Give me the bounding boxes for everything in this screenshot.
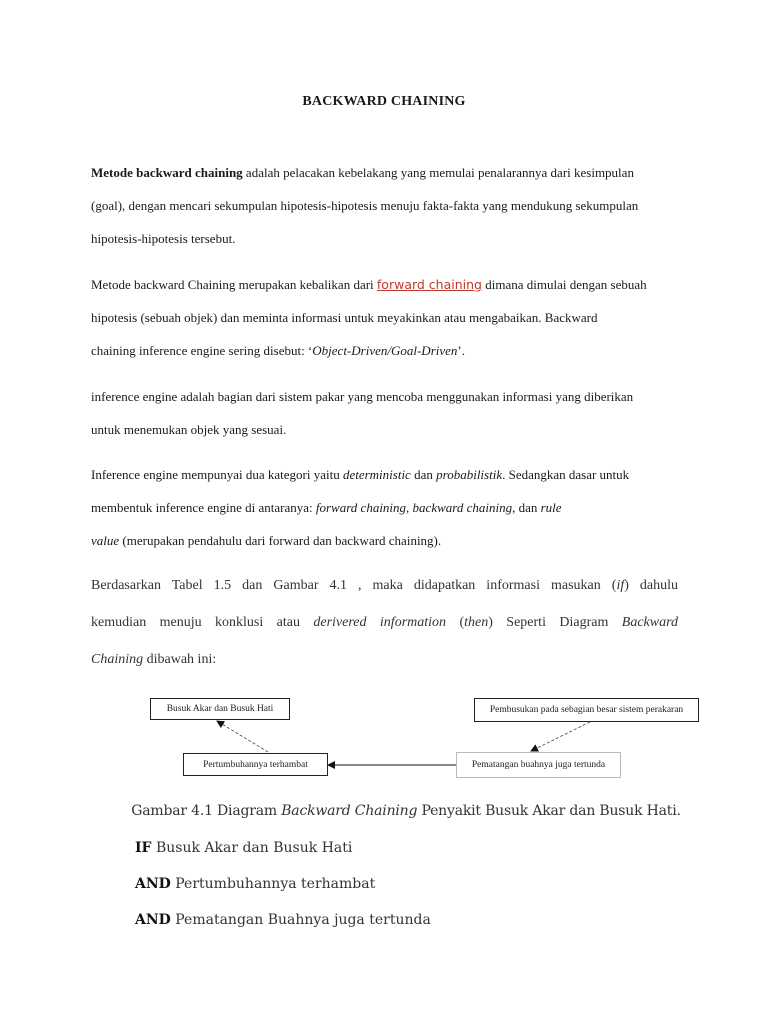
p4-forward-chaining: forward chaining xyxy=(315,500,407,515)
rule-keyword: IF xyxy=(135,840,152,856)
paragraph-3 xyxy=(91,380,681,446)
paragraph-4 xyxy=(91,458,681,557)
p5-line1b: ) dahulu xyxy=(624,578,679,593)
paragraph-1 xyxy=(91,156,681,255)
p4-deterministic: deterministic xyxy=(342,467,411,482)
p2-line1b: dimana dimulai dengan sebuah xyxy=(481,277,647,292)
figure-caption xyxy=(0,803,768,819)
diagram-box-pertumbuhan: Pertumbuhannya terhambat xyxy=(183,753,328,776)
rule-line xyxy=(135,912,431,928)
p2-line2: hipotesis (sebuah objek) dan meminta informasi untuk meyakinkan atau mengabaikan. Backward xyxy=(91,310,598,325)
arrow-box2-to-box4 xyxy=(531,722,590,751)
forward-chaining-link[interactable]: forward chaining xyxy=(376,277,482,292)
rule-line xyxy=(135,876,375,892)
paragraph-5 xyxy=(91,567,678,678)
arrow-box3-to-box1 xyxy=(217,721,268,752)
p4-line2c: , dan xyxy=(512,500,541,515)
paragraph-2 xyxy=(91,268,681,367)
caption-italic: Backward Chaining xyxy=(281,803,418,819)
rule-keyword: AND xyxy=(135,912,171,928)
p5-backward: Backward xyxy=(621,615,679,630)
p2-line3b: ’. xyxy=(457,343,465,358)
p2-line3a: chaining inference engine sering disebut: ‘ xyxy=(91,343,313,358)
p5-if: if xyxy=(616,578,625,593)
p2-line3-italic: Object-Driven/Goal-Driven xyxy=(312,343,458,358)
p1-line2: (goal), dengan mencari sekumpulan hipotesis-hipotesis menuju fakta-fakta yang mendukung sekumpulan xyxy=(91,198,639,213)
caption-suffix: Penyakit Busuk Akar dan Busuk Hati. xyxy=(417,803,681,819)
rule-text: Pertumbuhannya terhambat xyxy=(170,876,376,892)
rule-keyword: AND xyxy=(135,876,171,892)
p5-line2a: kemudian menuju konklusi atau xyxy=(91,615,314,630)
p4-line3b: (merupakan pendahulu dari forward dan backward chaining). xyxy=(119,533,442,548)
p4-line2a: membentuk inference engine di antaranya: xyxy=(91,500,316,515)
p1-lead: Metode backward chaining xyxy=(91,165,243,180)
p4-backward-chaining: backward chaining xyxy=(412,500,513,515)
diagram-box-busuk-akar: Busuk Akar dan Busuk Hati xyxy=(150,698,290,720)
rule-text: Pematangan Buahnya juga tertunda xyxy=(170,912,431,928)
p4-line1a: Inference engine mempunyai dua kategori yaitu xyxy=(91,467,343,482)
p3-line2: untuk menemukan objek yang sesuai. xyxy=(91,422,287,437)
p4-line1c: . Sedangkan dasar untuk xyxy=(502,467,630,482)
p5-line2c: ) Seperti Diagram xyxy=(488,615,622,630)
p5-line1a: Berdasarkan Tabel 1.5 dan Gambar 4.1 , maka didapatkan informasi masukan ( xyxy=(91,578,617,593)
p1-line1: adalah pelacakan kebelakang yang memulai penalarannya dari kesimpulan xyxy=(242,165,634,180)
p1-line3: hipotesis-hipotesis tersebut. xyxy=(91,231,236,246)
document-title: BACKWARD CHAINING xyxy=(302,94,466,109)
p4-line1b: dan xyxy=(410,467,437,482)
p3-line1: inference engine adalah bagian dari sistem pakar yang mencoba menggunakan informasi yang diberikan xyxy=(91,389,634,404)
p5-line2b: ( xyxy=(446,615,465,630)
diagram-box-pembusukan: Pembusukan pada sebagian besar sistem perakaran xyxy=(474,698,699,722)
p5-line3b: dibawah ini: xyxy=(143,652,217,667)
p4-line2b: , xyxy=(406,500,413,515)
diagram-box-pematangan: Pematangan buahnya juga tertunda xyxy=(456,752,621,778)
p5-then: then xyxy=(464,615,489,630)
p4-probabilistik: probabilistik xyxy=(436,467,503,482)
p4-rule: rule xyxy=(540,500,562,515)
p5-derivered-information: derivered information xyxy=(313,615,447,630)
rule-text: Busuk Akar dan Busuk Hati xyxy=(151,840,353,856)
caption-prefix: Gambar 4.1 Diagram xyxy=(131,803,282,819)
p5-chaining: Chaining xyxy=(91,652,144,667)
rule-line xyxy=(135,840,352,856)
p4-value: value xyxy=(91,533,120,548)
p2-line1a: Metode backward Chaining merupakan kebalikan dari xyxy=(91,277,377,292)
